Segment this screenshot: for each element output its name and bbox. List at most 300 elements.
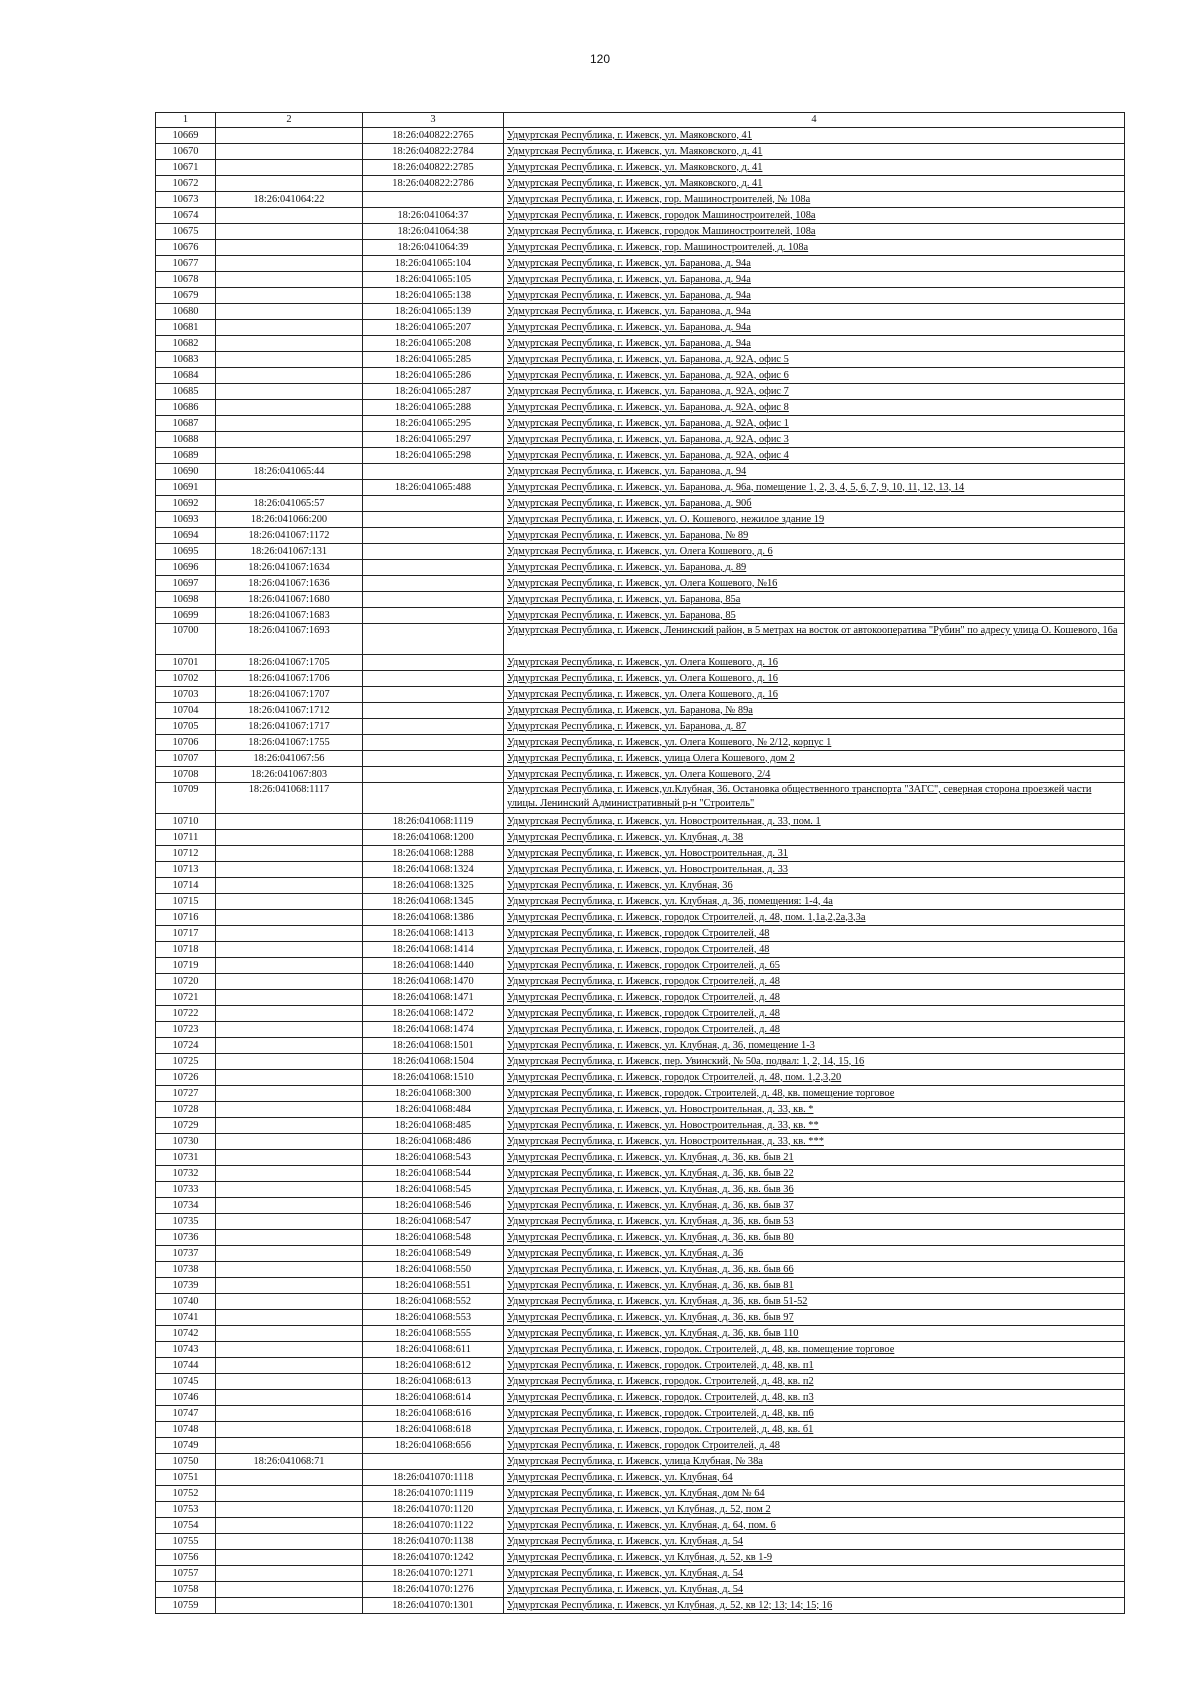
address-cell: Удмуртская Республика, г. Ижевск, городок Строителей, д. 48 [504,990,1125,1006]
cadastral-number-parcel [216,1486,363,1502]
cadastral-number-parcel [216,1230,363,1246]
address-cell: Удмуртская Республика, г. Ижевск, ул. Клубная, д. 36, кв. быв 97 [504,1310,1125,1326]
address-cell: Удмуртская Республика, г. Ижевск, ул. Маяковского, 41 [504,128,1125,144]
table-body [156,128,1125,1614]
address-cell: Удмуртская Республика, г. Ижевск, ул. Маяковского, д. 41 [504,176,1125,192]
address-cell: Удмуртская Республика, г. Ижевск, городок Строителей, 48 [504,942,1125,958]
table-row [156,1518,1125,1534]
cadastral-number-parcel [216,862,363,878]
table-row [156,208,1125,224]
row-number: 10672 [156,176,216,192]
row-number: 10679 [156,288,216,304]
row-number: 10696 [156,560,216,576]
row-number: 10736 [156,1230,216,1246]
table-row [156,910,1125,926]
address-cell: Удмуртская Республика, г. Ижевск, городок Машиностроителей, 108а [504,208,1125,224]
cadastral-number-parcel [216,1150,363,1166]
cadastral-number-premises [363,767,504,783]
cadastral-number-premises: 18:26:041068:1386 [363,910,504,926]
cadastral-number-premises: 18:26:041064:38 [363,224,504,240]
row-number: 10681 [156,320,216,336]
table-row [156,1086,1125,1102]
table-row [156,1358,1125,1374]
cadastral-number-premises: 18:26:041068:543 [363,1150,504,1166]
address-cell: Удмуртская Республика, г. Ижевск, ул. Баранова, д. 92А, офис 4 [504,448,1125,464]
cadastral-number-parcel [216,208,363,224]
cadastral-number-premises: 18:26:041068:614 [363,1390,504,1406]
cadastral-number-premises [363,496,504,512]
address-cell: Удмуртская Республика, г. Ижевск, ул. Клубная, д. 54 [504,1582,1125,1598]
address-cell: Удмуртская Республика, г. Ижевск, городок Строителей, д. 48 [504,1006,1125,1022]
address-cell: Удмуртская Республика, г. Ижевск, городок Строителей, д. 48 [504,1438,1125,1454]
cadastral-number-parcel: 18:26:041067:1693 [216,624,363,655]
table-row [156,703,1125,719]
cadastral-number-parcel [216,336,363,352]
table-row [156,320,1125,336]
row-number: 10671 [156,160,216,176]
cadastral-number-parcel [216,846,363,862]
cadastral-number-parcel [216,1262,363,1278]
table-row [156,592,1125,608]
cadastral-number-parcel: 18:26:041067:56 [216,751,363,767]
cadastral-number-parcel [216,1470,363,1486]
address-cell: Удмуртская Республика, г. Ижевск, ул Клубная, д. 52, кв 1-9 [504,1550,1125,1566]
cadastral-number-premises: 18:26:041064:37 [363,208,504,224]
table-row [156,1118,1125,1134]
cadastral-number-premises: 18:26:041065:138 [363,288,504,304]
address-cell: Удмуртская Республика, г. Ижевск, ул. Клубная, д. 36, кв. быв 110 [504,1326,1125,1342]
cadastral-number-premises: 18:26:041068:656 [363,1438,504,1454]
cadastral-number-parcel [216,1534,363,1550]
cadastral-number-parcel [216,1566,363,1582]
row-number: 10723 [156,1022,216,1038]
address-cell: Удмуртская Республика, г. Ижевск, ул. Клубная, д. 36, кв. быв 53 [504,1214,1125,1230]
table-row [156,272,1125,288]
table-row [156,671,1125,687]
table-row [156,1406,1125,1422]
cadastral-number-parcel [216,1118,363,1134]
table-row [156,240,1125,256]
cadastral-number-premises: 18:26:041065:105 [363,272,504,288]
cadastral-number-premises: 18:26:041068:1501 [363,1038,504,1054]
cadastral-number-premises [363,576,504,592]
row-number: 10684 [156,368,216,384]
row-number: 10703 [156,687,216,703]
cadastral-number-premises: 18:26:041068:1472 [363,1006,504,1022]
table-row [156,1422,1125,1438]
table-row [156,608,1125,624]
cadastral-number-premises: 18:26:041070:1138 [363,1534,504,1550]
cadastral-number-premises: 18:26:040822:2784 [363,144,504,160]
address-cell: Удмуртская Республика, г. Ижевск, городок Строителей, д. 48, пом. 1,1а,2,2а,3,3а [504,910,1125,926]
table-row [156,624,1125,655]
cadastral-number-parcel [216,1006,363,1022]
table-row [156,176,1125,192]
address-cell: Удмуртская Республика, г. Ижевск, ул. Клубная, д. 64, пом. 6 [504,1518,1125,1534]
cadastral-number-premises: 18:26:041068:1413 [363,926,504,942]
cadastral-number-premises [363,624,504,655]
cadastral-number-parcel: 18:26:041067:131 [216,544,363,560]
header-col-4: 4 [504,113,1125,128]
cadastral-number-premises: 18:26:041068:300 [363,1086,504,1102]
cadastral-number-premises: 18:26:041065:298 [363,448,504,464]
header-col-3: 3 [363,113,504,128]
table-row [156,1038,1125,1054]
cadastral-number-parcel [216,878,363,894]
table-row [156,1262,1125,1278]
address-cell: Удмуртская Республика, г. Ижевск, ул. Олега Кошевого, д. 16 [504,687,1125,703]
address-cell: Удмуртская Республика, г. Ижевск, улица Олега Кошевого, дом 2 [504,751,1125,767]
address-cell: Удмуртская Республика, г. Ижевск, ул. Баранова, № 89а [504,703,1125,719]
address-cell: Удмуртская Республика, г. Ижевск, гор. Машиностроителей, № 108а [504,192,1125,208]
row-number: 10691 [156,480,216,496]
row-number: 10724 [156,1038,216,1054]
table-row [156,1166,1125,1182]
table-row [156,368,1125,384]
cadastral-number-premises [363,783,504,814]
address-cell: Удмуртская Республика, г. Ижевск, ул. Клубная, д. 54 [504,1534,1125,1550]
table-row [156,942,1125,958]
row-number: 10698 [156,592,216,608]
table-row [156,1374,1125,1390]
cadastral-number-premises: 18:26:041065:285 [363,352,504,368]
cadastral-number-parcel [216,1518,363,1534]
table-row [156,400,1125,416]
row-number: 10728 [156,1102,216,1118]
cadastral-number-parcel [216,910,363,926]
cadastral-number-parcel [216,1598,363,1614]
cadastral-number-premises [363,592,504,608]
address-cell: Удмуртская Республика, г. Ижевск, ул. Клубная, д. 38 [504,830,1125,846]
address-cell: Удмуртская Республика, г. Ижевск, ул. Олега Кошевого, № 2/12, корпус 1 [504,735,1125,751]
cadastral-number-premises: 18:26:041068:1324 [363,862,504,878]
table-row [156,1230,1125,1246]
row-number: 10721 [156,990,216,1006]
cadastral-number-premises: 18:26:041070:1271 [363,1566,504,1582]
row-number: 10688 [156,432,216,448]
address-cell: Удмуртская Республика, г. Ижевск, ул. Баранова, д. 96а, помещение 1, 2, 3, 4, 5, 6, 7, 9, 10, 11, 12, 13, 14 [504,480,1125,496]
address-cell: Удмуртская Республика, г. Ижевск, ул. Баранова, д. 87 [504,719,1125,735]
row-number: 10726 [156,1070,216,1086]
cadastral-number-parcel [216,1342,363,1358]
cadastral-number-parcel: 18:26:041067:1683 [216,608,363,624]
cadastral-number-parcel [216,480,363,496]
page-number: 120 [589,52,611,66]
table-row [156,480,1125,496]
cadastral-number-premises [363,719,504,735]
cadastral-number-parcel [216,814,363,830]
cadastral-number-premises: 18:26:041068:618 [363,1422,504,1438]
address-cell: Удмуртская Республика, г. Ижевск, городок. Строителей, д. 48, кв. п6 [504,1406,1125,1422]
table-row [156,1326,1125,1342]
table-row [156,719,1125,735]
address-cell: Удмуртская Республика, г. Ижевск, ул. Клубная, д. 36 [504,1246,1125,1262]
address-cell: Удмуртская Республика, г. Ижевск, ул. Баранова, д. 94а [504,256,1125,272]
row-number: 10680 [156,304,216,320]
cadastral-number-parcel [216,384,363,400]
cadastral-number-premises: 18:26:040822:2786 [363,176,504,192]
cadastral-number-parcel [216,1294,363,1310]
address-cell: Удмуртская Республика, г. Ижевск, ул. Новостроительная, д. 33, кв. * [504,1102,1125,1118]
row-number: 10686 [156,400,216,416]
cadastral-number-premises [363,528,504,544]
row-number: 10757 [156,1566,216,1582]
row-number: 10706 [156,735,216,751]
table-row [156,416,1125,432]
cadastral-number-parcel [216,894,363,910]
address-cell: Удмуртская Республика, г. Ижевск, городок. Строителей, д. 48, кв. п1 [504,1358,1125,1374]
cadastral-number-parcel [216,224,363,240]
cadastral-number-parcel [216,368,363,384]
address-cell: Удмуртская Республика, г. Ижевск, ул. Клубная, д. 36, помещение 1-3 [504,1038,1125,1054]
cadastral-number-parcel [216,144,363,160]
address-cell: Удмуртская Республика, г. Ижевск, ул. Клубная, д. 54 [504,1566,1125,1582]
cadastral-number-parcel [216,1214,363,1230]
cadastral-number-parcel [216,1054,363,1070]
table-row [156,1534,1125,1550]
cadastral-number-premises: 18:26:041068:1200 [363,830,504,846]
row-number: 10720 [156,974,216,990]
table-row [156,544,1125,560]
row-number: 10753 [156,1502,216,1518]
header-row [156,113,1125,128]
row-number: 10710 [156,814,216,830]
address-cell: Удмуртская Республика, г. Ижевск, ул Клубная, д. 52, пом 2 [504,1502,1125,1518]
table-row [156,1070,1125,1086]
cadastral-number-premises [363,703,504,719]
table-row [156,496,1125,512]
address-cell: Удмуртская Республика, г. Ижевск, улица Клубная, № 38а [504,1454,1125,1470]
row-number: 10690 [156,464,216,480]
cadastral-number-parcel [216,1310,363,1326]
address-cell: Удмуртская Республика, г. Ижевск, ул. Клубная, 64 [504,1470,1125,1486]
address-cell: Удмуртская Республика, г. Ижевск, ул. Клубная, д. 36, кв. быв 36 [504,1182,1125,1198]
table-row [156,432,1125,448]
address-cell: Удмуртская Республика, г. Ижевск, ул. Олега Кошевого, д. 16 [504,655,1125,671]
cadastral-number-premises: 18:26:041070:1301 [363,1598,504,1614]
cadastral-number-premises: 18:26:041068:485 [363,1118,504,1134]
cadastral-number-premises: 18:26:041068:486 [363,1134,504,1150]
row-number: 10742 [156,1326,216,1342]
cadastral-number-parcel [216,1326,363,1342]
header-col-1: 1 [156,113,216,128]
address-cell: Удмуртская Республика, г. Ижевск, ул. Клубная, д. 36, помещения: 1-4, 4а [504,894,1125,910]
table-row [156,735,1125,751]
address-cell: Удмуртская Республика, г. Ижевск, ул Клубная, д. 52, кв 12; 13; 14; 15; 16 [504,1598,1125,1614]
cadastral-number-parcel [216,1390,363,1406]
address-cell: Удмуртская Республика, г. Ижевск,ул.Клубная, 36. Остановка общественного транспорта "ЗАГС", северная сторона проезжей части улицы. Ленинский Административный р-н "Строитель" [504,783,1125,814]
cadastral-number-parcel: 18:26:041066:200 [216,512,363,528]
table-row [156,1582,1125,1598]
cadastral-number-parcel [216,288,363,304]
cadastral-number-parcel: 18:26:041067:803 [216,767,363,783]
cadastral-number-parcel [216,1022,363,1038]
table-row [156,1342,1125,1358]
cadastral-number-premises [363,192,504,208]
cadastral-number-parcel [216,974,363,990]
address-cell: Удмуртская Республика, г. Ижевск, городок Строителей, д. 48 [504,1022,1125,1038]
table-row [156,830,1125,846]
row-number: 10749 [156,1438,216,1454]
cadastral-number-premises: 18:26:041068:1414 [363,942,504,958]
table-row [156,256,1125,272]
table-row [156,655,1125,671]
row-number: 10702 [156,671,216,687]
cadastral-number-premises [363,655,504,671]
table-row [156,1294,1125,1310]
table-row [156,990,1125,1006]
row-number: 10752 [156,1486,216,1502]
cadastral-number-premises: 18:26:041065:207 [363,320,504,336]
table-row [156,1310,1125,1326]
cadastral-number-premises: 18:26:041068:547 [363,1214,504,1230]
address-cell: Удмуртская Республика, г. Ижевск, ул. Баранова, д. 92А, офис 1 [504,416,1125,432]
address-cell: Удмуртская Республика, г. Ижевск, ул. Баранова, д. 89 [504,560,1125,576]
table-row [156,1006,1125,1022]
cadastral-number-premises [363,464,504,480]
cadastral-number-premises: 18:26:041065:286 [363,368,504,384]
address-cell: Удмуртская Республика, г. Ижевск, ул. Клубная, д. 36, кв. быв 21 [504,1150,1125,1166]
cadastral-number-premises: 18:26:041068:1440 [363,958,504,974]
cadastral-number-premises [363,512,504,528]
cadastral-number-parcel [216,240,363,256]
address-cell: Удмуртская Республика, г. Ижевск, ул. Баранова, д. 94а [504,288,1125,304]
table-row [156,1198,1125,1214]
cadastral-number-premises: 18:26:041070:1120 [363,1502,504,1518]
table-row [156,1598,1125,1614]
address-cell: Удмуртская Республика, г. Ижевск, городок Строителей, д. 48 [504,974,1125,990]
cadastral-number-parcel [216,1182,363,1198]
row-number: 10697 [156,576,216,592]
address-cell: Удмуртская Республика, г. Ижевск, ул. Баранова, д. 92А, офис 5 [504,352,1125,368]
cadastral-number-premises: 18:26:041065:488 [363,480,504,496]
cadastral-number-parcel [216,448,363,464]
table-row [156,1182,1125,1198]
cadastral-number-parcel [216,272,363,288]
row-number: 10750 [156,1454,216,1470]
cadastral-number-premises: 18:26:041070:1119 [363,1486,504,1502]
cadastral-number-parcel [216,128,363,144]
address-cell: Удмуртская Республика, г. Ижевск, ул. Олега Кошевого, д. 16 [504,671,1125,687]
address-cell: Удмуртская Республика, г. Ижевск, городок. Строителей, д. 48, кв. б1 [504,1422,1125,1438]
cadastral-number-premises: 18:26:041068:1345 [363,894,504,910]
table-row [156,464,1125,480]
address-cell: Удмуртская Республика, г. Ижевск, городок. Строителей, д. 48, кв. п2 [504,1374,1125,1390]
table-row [156,846,1125,862]
table-row [156,958,1125,974]
table-row [156,1486,1125,1502]
address-cell: Удмуртская Республика, г. Ижевск, ул. Клубная, д. 36, кв. быв 22 [504,1166,1125,1182]
cadastral-number-parcel: 18:26:041068:71 [216,1454,363,1470]
address-cell: Удмуртская Республика, г. Ижевск, городок Строителей, д. 65 [504,958,1125,974]
cadastral-number-premises: 18:26:041068:1510 [363,1070,504,1086]
address-cell: Удмуртская Республика, г. Ижевск, ул. Новостроительная, д. 33, кв. *** [504,1134,1125,1150]
table-row [156,144,1125,160]
row-number: 10709 [156,783,216,814]
row-number: 10745 [156,1374,216,1390]
table-row [156,862,1125,878]
row-number: 10682 [156,336,216,352]
address-cell: Удмуртская Республика, г. Ижевск, городок Строителей, 48 [504,926,1125,942]
cadastral-number-premises [363,560,504,576]
cadastral-number-parcel [216,160,363,176]
table-row [156,1246,1125,1262]
address-cell: Удмуртская Республика, г. Ижевск, ул. Клубная, д. 36, кв. быв 66 [504,1262,1125,1278]
table-row [156,814,1125,830]
table-row [156,304,1125,320]
row-number: 10739 [156,1278,216,1294]
cadastral-number-premises: 18:26:041068:1474 [363,1022,504,1038]
address-cell: Удмуртская Республика, г. Ижевск, ул. Клубная, д. 36, кв. быв 81 [504,1278,1125,1294]
row-number: 10676 [156,240,216,256]
row-number: 10707 [156,751,216,767]
address-cell: Удмуртская Республика, г. Ижевск, городок. Строителей, д. 48, кв. помещение торговое [504,1086,1125,1102]
row-number: 10747 [156,1406,216,1422]
cadastral-number-premises: 18:26:041068:545 [363,1182,504,1198]
row-number: 10689 [156,448,216,464]
address-cell: Удмуртская Республика, г. Ижевск, ул. Олега Кошевого, 2/4 [504,767,1125,783]
table-row [156,1566,1125,1582]
row-number: 10694 [156,528,216,544]
cadastral-number-parcel [216,1086,363,1102]
cadastral-number-premises: 18:26:041068:484 [363,1102,504,1118]
cadastral-number-premises [363,751,504,767]
table-row [156,128,1125,144]
row-number: 10712 [156,846,216,862]
table-row [156,224,1125,240]
row-number: 10748 [156,1422,216,1438]
row-number: 10751 [156,1470,216,1486]
address-cell: Удмуртская Республика, г. Ижевск, ул. Клубная, д. 36, кв. быв 80 [504,1230,1125,1246]
cadastral-number-parcel [216,1038,363,1054]
cadastral-number-parcel [216,1102,363,1118]
row-number: 10708 [156,767,216,783]
cadastral-number-parcel: 18:26:041064:22 [216,192,363,208]
cadastral-number-premises: 18:26:041068:551 [363,1278,504,1294]
cadastral-number-parcel [216,304,363,320]
address-cell: Удмуртская Республика, г. Ижевск, ул. Баранова, д. 94а [504,336,1125,352]
row-number: 10714 [156,878,216,894]
table-row [156,687,1125,703]
cadastral-number-parcel [216,256,363,272]
row-number: 10722 [156,1006,216,1022]
cadastral-number-parcel: 18:26:041067:1707 [216,687,363,703]
cadastral-number-premises: 18:26:041068:1471 [363,990,504,1006]
row-number: 10727 [156,1086,216,1102]
row-number: 10670 [156,144,216,160]
table-row [156,926,1125,942]
cadastral-number-parcel: 18:26:041067:1717 [216,719,363,735]
row-number: 10678 [156,272,216,288]
table-row [156,288,1125,304]
address-cell: Удмуртская Республика, г. Ижевск, ул. Клубная, дом № 64 [504,1486,1125,1502]
row-number: 10735 [156,1214,216,1230]
row-number: 10683 [156,352,216,368]
table-row [156,1022,1125,1038]
cadastral-number-parcel [216,1582,363,1598]
cadastral-number-premises [363,671,504,687]
row-number: 10759 [156,1598,216,1614]
address-cell: Удмуртская Республика, г. Ижевск, городок. Строителей, д. 48, кв. п3 [504,1390,1125,1406]
address-cell: Удмуртская Республика, г. Ижевск, ул. Баранова, д. 94 [504,464,1125,480]
table-row [156,1390,1125,1406]
cadastral-number-premises: 18:26:041068:552 [363,1294,504,1310]
table-row [156,1214,1125,1230]
address-cell: Удмуртская Республика, г. Ижевск, ул. Баранова, д. 92А, офис 3 [504,432,1125,448]
cadastral-number-parcel: 18:26:041065:44 [216,464,363,480]
row-number: 10729 [156,1118,216,1134]
row-number: 10687 [156,416,216,432]
